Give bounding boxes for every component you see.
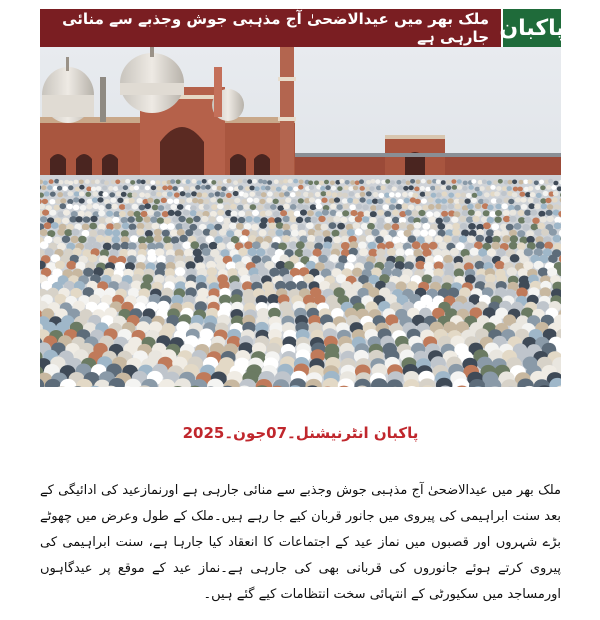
brand-logo [499, 9, 565, 47]
article-header [40, 9, 565, 47]
headline-bar [40, 9, 501, 47]
brand-name: پاکبان [499, 15, 565, 41]
mosque-prayer-photo [40, 47, 561, 387]
article-photo [40, 47, 561, 387]
dateline: پاکبان انٹرنیشنل۔07جون۔2025 [182, 424, 419, 442]
headline: ملک بھر میں عیدالاضحیٰ آج مذہبی جوش وجذبے سے منائی جارہی ہے [62, 10, 489, 46]
article-body: ملک بھر میں عیدالاضحیٰ آج مذہبی جوش وجذبے سے منائی جارہی ہے اورنمازعید کی ادائیگی کے بعد سنت ابراہیمی کی پیروی میں جانور قربان کیے جا رہے ہیں۔ملک کے طول وعرض میں چھوٹے بڑے شہروں اور قصبوں میں نماز عید کے اجتماعات کا انعقاد کیا جارہا ہے، سنت ابراہیمی کی پیروی کرتے ہوئے جانوروں کی قربانی بھی کی جارہی ہے۔نماز عید کے موقع پر عیدگاہوں اورمساجد میں سکیورٹی کے انتہائی سخت انتظامات کیے گئے ہیں۔ [40, 483, 561, 602]
